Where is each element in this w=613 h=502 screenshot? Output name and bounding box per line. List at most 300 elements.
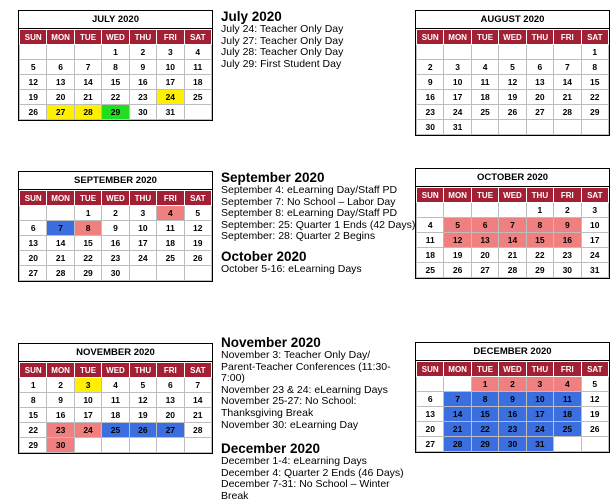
calendar-week [417, 60, 609, 75]
calendar-day: 5 [499, 60, 526, 75]
calendar-day: 22 [581, 90, 608, 105]
calendar-week [417, 203, 609, 218]
note-line: December 4: Quarter 2 Ends (46 Days) [221, 466, 404, 479]
calendar-day: 14 [554, 75, 581, 90]
calendar-day: 15 [526, 233, 553, 248]
calendar-day: 19 [444, 248, 471, 263]
calendar-week [20, 45, 212, 60]
calendar-day: 14 [499, 233, 526, 248]
calendar-day: 17 [129, 236, 156, 251]
calendar-day: 8 [74, 221, 101, 236]
weekday-header: THU [129, 191, 156, 206]
calendar-empty-cell [157, 266, 184, 281]
calendar-day: 23 [129, 90, 156, 105]
calendar-day: 12 [184, 221, 211, 236]
weekday-header: WED [499, 30, 526, 45]
calendar-empty-cell [417, 45, 444, 60]
calendar-day: 18 [157, 236, 184, 251]
calendar-day: 29 [471, 437, 498, 452]
calendar-day: 16 [499, 407, 526, 422]
calendar-day: 15 [20, 408, 47, 423]
calendar-empty-cell [554, 45, 581, 60]
calendar-day: 26 [499, 105, 526, 120]
calendar-empty-cell [499, 45, 526, 60]
calendar-empty-cell [47, 206, 74, 221]
calendar-day: 5 [444, 218, 471, 233]
calendar-day: 24 [581, 248, 608, 263]
calendar-day: 29 [581, 105, 608, 120]
calendar-day: 18 [184, 75, 211, 90]
calendar-day: 10 [129, 221, 156, 236]
note-line: September 7: No School – Labor Day [221, 195, 396, 208]
calendar-day: 8 [20, 393, 47, 408]
calendar-empty-cell [499, 203, 526, 218]
calendar-empty-cell [102, 438, 129, 453]
calendar-day: 10 [526, 392, 553, 407]
calendar-day: 19 [129, 408, 156, 423]
calendar-week [417, 120, 609, 135]
weekday-header: FRI [157, 363, 184, 378]
calendar-day: 8 [526, 218, 553, 233]
note-line: September 4: eLearning Day/Staff PD [221, 184, 398, 196]
weekday-header: FRI [157, 30, 184, 45]
calendar-day: 3 [157, 45, 184, 60]
calendar-empty-cell [20, 45, 47, 60]
calendar-day: 25 [417, 263, 444, 278]
calendar-day: 23 [499, 422, 526, 437]
weekday-header: FRI [554, 30, 581, 45]
calendar-day: 15 [74, 236, 101, 251]
calendar-november-2020 [18, 343, 213, 454]
notes-december [221, 441, 404, 502]
calendar-week [20, 105, 212, 120]
calendar-day: 22 [74, 251, 101, 266]
calendar-empty-cell [581, 120, 608, 135]
calendar-day: 20 [20, 251, 47, 266]
weekday-header: WED [499, 362, 526, 377]
calendar-day: 14 [184, 393, 211, 408]
notes-november [221, 335, 391, 431]
calendar-day: 5 [581, 377, 608, 392]
calendar-day: 1 [20, 378, 47, 393]
calendar-day: 21 [74, 90, 101, 105]
calendar-day: 20 [417, 422, 444, 437]
calendar-day: 21 [554, 90, 581, 105]
weekday-header: TUE [471, 188, 498, 203]
calendar-day: 23 [102, 251, 129, 266]
weekday-header: THU [526, 30, 553, 45]
note-line: July 24: Teacher Only Day [221, 23, 344, 35]
calendar-day: 31 [581, 263, 608, 278]
calendar-day: 24 [129, 251, 156, 266]
note-line: July 27: Teacher Only Day [221, 34, 344, 47]
calendar-day: 13 [157, 393, 184, 408]
calendar-october-2020 [415, 168, 610, 279]
calendar-day: 22 [526, 248, 553, 263]
calendar-day: 10 [444, 75, 471, 90]
weekday-header: THU [129, 30, 156, 45]
calendar-day: 25 [102, 423, 129, 438]
calendar-day: 14 [47, 236, 74, 251]
calendar-day: 24 [526, 422, 553, 437]
calendar-day: 6 [417, 392, 444, 407]
calendar-day: 25 [471, 105, 498, 120]
calendar-day: 31 [444, 120, 471, 135]
calendar-day: 28 [184, 423, 211, 438]
calendar-day: 14 [444, 407, 471, 422]
calendar-day: 6 [20, 221, 47, 236]
calendar-week [417, 45, 609, 60]
calendar-day: 23 [47, 423, 74, 438]
weekday-header: TUE [74, 363, 101, 378]
calendar-day: 1 [74, 206, 101, 221]
calendar-week [20, 236, 212, 251]
calendar-day: 3 [526, 377, 553, 392]
calendar-title: AUGUST 2020 [416, 11, 609, 29]
calendar-day: 1 [526, 203, 553, 218]
calendar-day: 2 [554, 203, 581, 218]
calendar-day: 9 [102, 221, 129, 236]
calendar-day: 6 [526, 60, 553, 75]
calendar-day: 7 [554, 60, 581, 75]
calendar-day: 20 [526, 90, 553, 105]
calendar-day: 28 [554, 105, 581, 120]
weekday-header: SUN [20, 30, 47, 45]
weekday-header: THU [526, 362, 553, 377]
calendar-grid [416, 29, 609, 135]
calendar-week [417, 105, 609, 120]
weekday-header: MON [444, 30, 471, 45]
calendar-day: 6 [471, 218, 498, 233]
calendar-week [20, 60, 212, 75]
weekday-header: WED [102, 30, 129, 45]
calendar-week [20, 408, 212, 423]
calendar-day: 8 [102, 60, 129, 75]
weekday-header: TUE [74, 30, 101, 45]
calendar-day: 30 [417, 120, 444, 135]
calendar-empty-cell [554, 120, 581, 135]
calendar-day: 22 [102, 90, 129, 105]
calendar-day: 10 [581, 218, 608, 233]
calendar-grid [416, 361, 609, 452]
weekday-header: SUN [417, 30, 444, 45]
weekday-header: WED [499, 188, 526, 203]
calendar-day: 5 [184, 206, 211, 221]
calendar-day: 28 [47, 266, 74, 281]
notes-july-heading: July 2020 [221, 9, 282, 24]
weekday-header: SAT [581, 362, 608, 377]
calendar-day: 2 [47, 378, 74, 393]
calendar-day: 22 [471, 422, 498, 437]
calendar-grid [19, 362, 212, 453]
calendar-day: 17 [581, 233, 608, 248]
calendar-august-2020 [415, 10, 610, 136]
calendar-day: 4 [471, 60, 498, 75]
calendar-day: 16 [417, 90, 444, 105]
calendar-day: 19 [20, 90, 47, 105]
calendar-day: 1 [471, 377, 498, 392]
calendar-day: 17 [157, 75, 184, 90]
weekday-header: SAT [184, 191, 211, 206]
calendar-grid [19, 29, 212, 120]
calendar-week [20, 266, 212, 281]
calendar-empty-cell [129, 438, 156, 453]
calendar-day: 24 [74, 423, 101, 438]
calendar-september-2020 [18, 171, 213, 282]
calendar-day: 4 [157, 206, 184, 221]
calendar-day: 12 [444, 233, 471, 248]
note-line: December 1-4: eLearning Days [221, 455, 367, 467]
note-line: December 7-31: No School – Winter [221, 478, 390, 491]
notes-october [221, 249, 362, 276]
calendar-day: 28 [499, 263, 526, 278]
note-line: September: 25: Quarter 1 Ends (42 Days) [221, 218, 416, 231]
calendar-day: 12 [20, 75, 47, 90]
weekday-header: WED [102, 191, 129, 206]
calendar-day: 5 [129, 378, 156, 393]
calendar-day: 13 [526, 75, 553, 90]
calendar-title: NOVEMBER 2020 [19, 344, 212, 362]
calendar-day: 23 [554, 248, 581, 263]
calendar-empty-cell [554, 437, 581, 452]
calendar-grid [416, 187, 609, 278]
calendar-empty-cell [417, 377, 444, 392]
calendar-day: 31 [526, 437, 553, 452]
calendar-day: 20 [47, 90, 74, 105]
calendar-day: 19 [581, 407, 608, 422]
calendar-title: JULY 2020 [19, 11, 212, 29]
calendar-day: 15 [581, 75, 608, 90]
weekday-header: MON [444, 362, 471, 377]
calendar-day: 30 [102, 266, 129, 281]
calendar-day: 12 [129, 393, 156, 408]
note-line: July 29: First Student Day [221, 57, 342, 70]
calendar-day: 16 [129, 75, 156, 90]
calendar-day: 27 [157, 423, 184, 438]
calendar-day: 27 [417, 437, 444, 452]
calendar-day: 12 [581, 392, 608, 407]
calendar-empty-cell [129, 266, 156, 281]
calendar-day: 19 [184, 236, 211, 251]
calendar-week [417, 90, 609, 105]
calendar-day: 17 [74, 408, 101, 423]
calendar-day: 2 [417, 60, 444, 75]
calendar-day: 2 [129, 45, 156, 60]
calendar-day: 7 [184, 378, 211, 393]
calendar-day: 18 [471, 90, 498, 105]
calendar-day: 21 [444, 422, 471, 437]
calendar-day: 16 [554, 233, 581, 248]
calendar-day: 26 [20, 105, 47, 120]
calendar-day: 9 [47, 393, 74, 408]
calendar-week [20, 393, 212, 408]
weekday-header: SAT [581, 30, 608, 45]
note-line: November 25-27: No School: [221, 395, 357, 408]
calendar-day: 3 [129, 206, 156, 221]
calendar-day: 7 [74, 60, 101, 75]
weekday-header: SUN [417, 362, 444, 377]
calendar-empty-cell [499, 120, 526, 135]
note-line: Break [221, 489, 249, 502]
calendar-day: 22 [20, 423, 47, 438]
note-line: November 23 & 24: eLearning Days [221, 383, 388, 396]
calendar-empty-cell [74, 438, 101, 453]
calendar-day: 27 [471, 263, 498, 278]
calendar-day: 26 [184, 251, 211, 266]
calendar-week [417, 248, 609, 263]
calendar-day: 7 [499, 218, 526, 233]
calendar-day: 6 [47, 60, 74, 75]
calendar-day: 17 [444, 90, 471, 105]
calendar-empty-cell [444, 377, 471, 392]
calendar-day: 9 [129, 60, 156, 75]
weekday-header: THU [526, 188, 553, 203]
calendar-day: 11 [554, 392, 581, 407]
calendar-title: SEPTEMBER 2020 [19, 172, 212, 190]
calendar-day: 6 [157, 378, 184, 393]
calendar-day: 20 [471, 248, 498, 263]
calendar-day: 25 [157, 251, 184, 266]
calendar-week [20, 423, 212, 438]
calendar-day: 28 [444, 437, 471, 452]
weekday-header: MON [47, 191, 74, 206]
calendar-day: 4 [417, 218, 444, 233]
calendar-day: 3 [581, 203, 608, 218]
calendar-week [417, 437, 609, 452]
calendar-day: 7 [444, 392, 471, 407]
calendar-week [417, 407, 609, 422]
calendar-week [20, 251, 212, 266]
weekday-header: SUN [20, 363, 47, 378]
calendar-day: 25 [554, 422, 581, 437]
calendar-empty-cell [417, 203, 444, 218]
calendar-empty-cell [184, 266, 211, 281]
calendar-day: 3 [74, 378, 101, 393]
weekday-header: SAT [184, 30, 211, 45]
calendar-day: 3 [444, 60, 471, 75]
calendar-day: 29 [102, 105, 129, 120]
calendar-week [417, 218, 609, 233]
weekday-header: MON [47, 30, 74, 45]
calendar-day: 31 [157, 105, 184, 120]
weekday-header: TUE [471, 30, 498, 45]
calendar-empty-cell [526, 120, 553, 135]
weekday-header: WED [102, 363, 129, 378]
weekday-header: FRI [157, 191, 184, 206]
calendar-week [417, 75, 609, 90]
calendar-july-2020 [18, 10, 213, 121]
calendar-day: 21 [499, 248, 526, 263]
calendar-day: 10 [74, 393, 101, 408]
calendar-week [417, 233, 609, 248]
calendar-day: 4 [554, 377, 581, 392]
note-line: November 30: eLearning Day [221, 418, 359, 431]
calendar-day: 24 [444, 105, 471, 120]
notes-september-heading: September 2020 [221, 170, 325, 185]
calendar-day: 8 [581, 60, 608, 75]
calendar-day: 27 [47, 105, 74, 120]
weekday-header: SAT [581, 188, 608, 203]
calendar-day: 24 [157, 90, 184, 105]
calendar-day: 9 [499, 392, 526, 407]
calendar-day: 29 [74, 266, 101, 281]
calendar-day: 27 [526, 105, 553, 120]
calendar-day: 13 [20, 236, 47, 251]
calendar-day: 11 [157, 221, 184, 236]
calendar-day: 18 [102, 408, 129, 423]
calendar-empty-cell [581, 437, 608, 452]
calendar-empty-cell [471, 45, 498, 60]
calendar-day: 18 [554, 407, 581, 422]
calendar-day: 9 [417, 75, 444, 90]
note-line: September: 28: Quarter 2 Begins [221, 230, 376, 243]
calendar-day: 13 [417, 407, 444, 422]
calendar-empty-cell [184, 438, 211, 453]
calendar-empty-cell [74, 45, 101, 60]
calendar-empty-cell [444, 45, 471, 60]
calendar-day: 30 [499, 437, 526, 452]
calendar-december-2020 [415, 342, 610, 453]
calendar-day: 26 [129, 423, 156, 438]
calendar-day: 25 [184, 90, 211, 105]
calendar-empty-cell [47, 45, 74, 60]
note-line: Thanksgiving Break [221, 406, 314, 419]
calendar-day: 11 [102, 393, 129, 408]
calendar-empty-cell [20, 206, 47, 221]
calendar-day: 10 [157, 60, 184, 75]
calendar-empty-cell [157, 438, 184, 453]
note-line: November 3: Teacher Only Day/ [221, 349, 371, 361]
calendar-day: 26 [581, 422, 608, 437]
calendar-day: 5 [20, 60, 47, 75]
calendar-day: 30 [129, 105, 156, 120]
calendar-week [20, 75, 212, 90]
notes-october-heading: October 2020 [221, 249, 307, 264]
note-line: July 28: Teacher Only Day [221, 46, 344, 59]
calendar-day: 16 [47, 408, 74, 423]
weekday-header: SUN [20, 191, 47, 206]
note-line: September 8: eLearning Day/Staff PD [221, 207, 398, 220]
calendar-day: 21 [47, 251, 74, 266]
calendar-day: 13 [471, 233, 498, 248]
calendar-day: 12 [499, 75, 526, 90]
calendar-day: 29 [20, 438, 47, 453]
weekday-header: THU [129, 363, 156, 378]
calendar-week [417, 422, 609, 437]
calendar-day: 27 [20, 266, 47, 281]
notes-december-heading: December 2020 [221, 441, 321, 456]
weekday-header: MON [47, 363, 74, 378]
calendar-day: 28 [74, 105, 101, 120]
calendar-day: 21 [184, 408, 211, 423]
calendar-day: 8 [471, 392, 498, 407]
weekday-header: FRI [554, 362, 581, 377]
calendar-day: 13 [47, 75, 74, 90]
calendar-week [417, 263, 609, 278]
calendar-day: 2 [499, 377, 526, 392]
calendar-day: 1 [581, 45, 608, 60]
calendar-day: 9 [554, 218, 581, 233]
calendar-empty-cell [444, 203, 471, 218]
weekday-header: SUN [417, 188, 444, 203]
weekday-header: SAT [184, 363, 211, 378]
calendar-day: 16 [102, 236, 129, 251]
calendar-empty-cell [184, 105, 211, 120]
calendar-day: 2 [102, 206, 129, 221]
weekday-header: FRI [554, 188, 581, 203]
calendar-day: 29 [526, 263, 553, 278]
calendar-week [20, 90, 212, 105]
